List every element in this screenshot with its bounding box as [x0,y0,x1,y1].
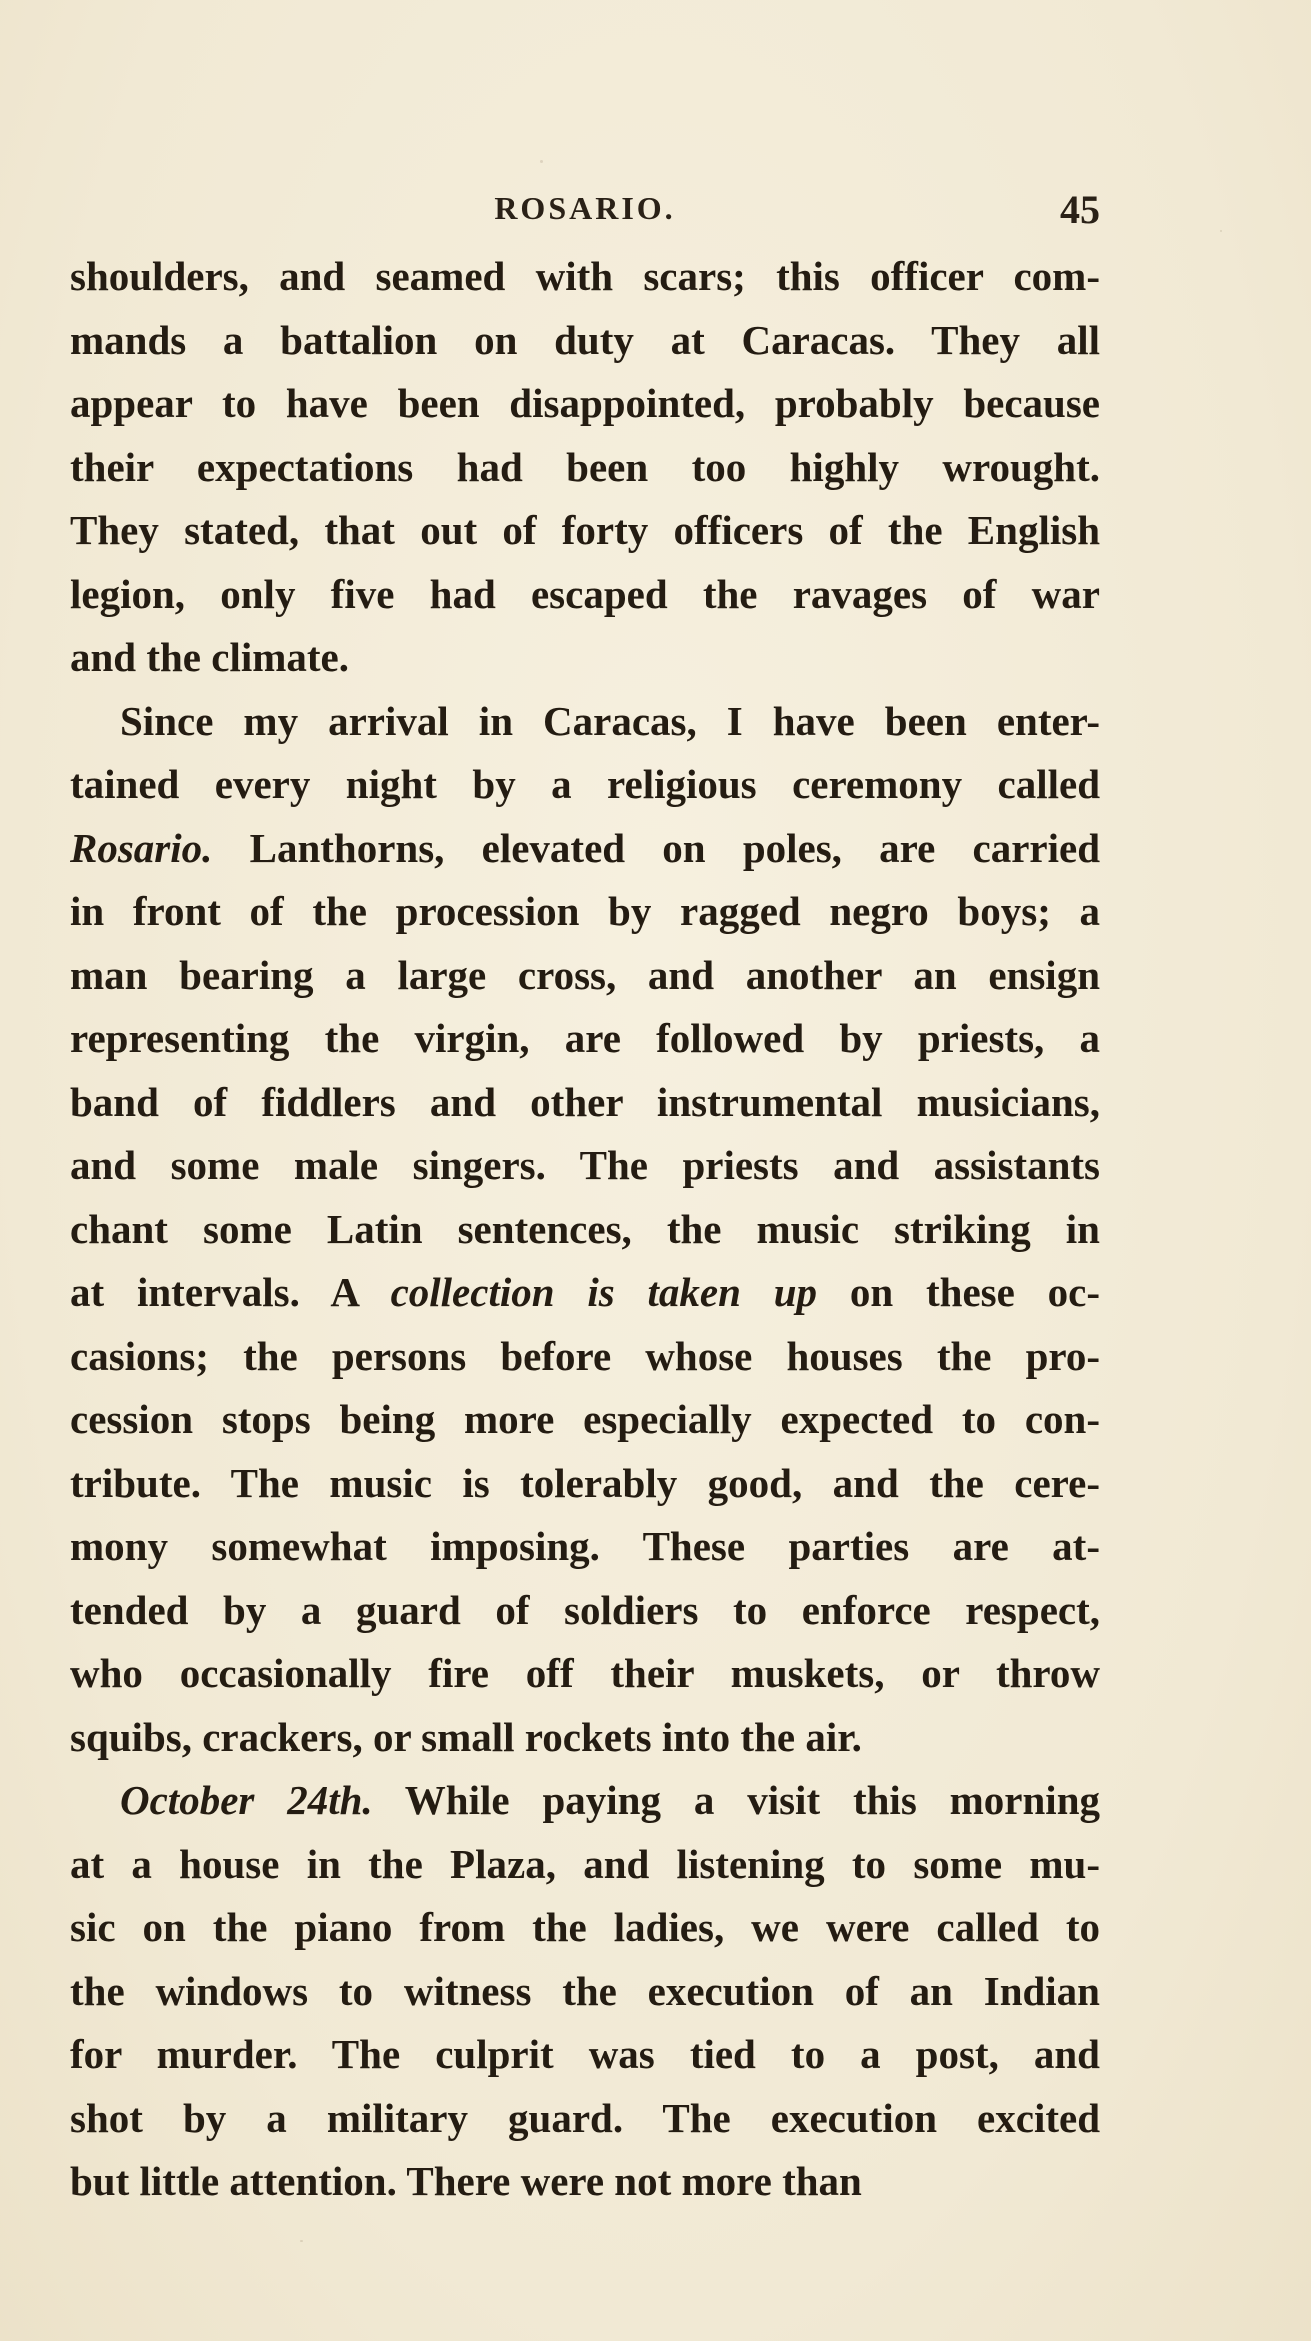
text-line [70,1388,1100,1452]
text-line [70,1134,1100,1198]
text-segment: man bearing a large cross, and another an ensign [70,951,1100,998]
paper-speck [540,160,543,163]
text-line [70,563,1100,627]
text-segment: cession stops being more especially expected to con- [70,1396,1100,1442]
text-segment: the windows to witness the execution of an Indian [70,1967,1100,2014]
text-line [70,1261,1100,1325]
text-line [70,372,1100,436]
text-segment: They stated, that out of forty officers of the English [70,507,1100,553]
text-segment: shot by a military guard. The execution excited [70,2094,1100,2141]
body-text [70,245,1100,2214]
running-head: ROSARIO. [494,190,676,226]
text-line [70,499,1100,563]
text-line [70,690,1100,754]
text-line [70,944,1100,1008]
text-line [70,1325,1100,1389]
text-segment: for murder. The culprit was tied to a post, and [70,2031,1100,2077]
text-line [70,880,1100,944]
paper-speck [300,2240,303,2242]
text-segment: who occasionally fire off their muskets, or throw [70,1650,1100,1696]
text-line [70,1769,1100,1833]
text-line [70,817,1100,881]
text-line [70,1896,1100,1960]
text-segment: their expectations had been too highly wrought. [70,443,1100,490]
text-line [70,2087,1100,2151]
text-line [70,753,1100,817]
text-segment: in front of the procession by ragged negro boys; a [70,888,1100,934]
text-segment: band of fiddlers and other instrumental musicians, [70,1078,1100,1125]
text-line [70,1452,1100,1516]
text-segment: Lanthorns, elevated on poles, are carried [212,824,1100,871]
text-line [70,626,1100,690]
text-segment: at a house in the Plaza, and listening to some mu- [70,1840,1100,1887]
page-number: 45 [1060,187,1100,232]
text-line [70,1833,1100,1897]
text-segment: tained every night by a religious ceremony called [70,761,1100,807]
text-segment: legion, only five had escaped the ravages of war [70,570,1100,617]
text-segment: appear to have been disappointed, probably because [70,380,1100,426]
text-segment: and some male singers. The priests and assistants [70,1142,1100,1188]
text-line [70,1960,1100,2024]
text-segment: representing the virgin, are followed by priests, a [70,1015,1100,1061]
text-line [70,1007,1100,1071]
paper-speck [1220,230,1222,232]
text-line [70,1515,1100,1579]
italic-text: collection is taken up [390,1269,818,1315]
text-segment: squibs, crackers, or small rockets into the air. [70,1713,862,1760]
text-segment: Since my arrival in Caracas, I have been enter- [120,697,1100,744]
text-segment: chant some Latin sentences, the music striking in [70,1205,1100,1252]
text-segment: mony somewhat imposing. These parties are at- [70,1523,1100,1569]
text-line [70,2023,1100,2087]
text-segment: casions; the persons before whose houses the pro- [70,1332,1100,1379]
text-segment: sic on the piano from the ladies, we were called to [70,1904,1100,1950]
text-segment: on these oc- [817,1269,1100,1315]
text-segment: shoulders, and seamed with scars; this officer com- [70,253,1100,299]
italic-text: Rosario. [70,824,213,871]
text-segment: but little attention. There were not more than [70,2158,862,2204]
text-line [70,2150,1100,2214]
text-line [70,1071,1100,1135]
text-line [70,1579,1100,1643]
text-segment: mands a battalion on duty at Caracas. They all [70,316,1100,363]
text-line [70,245,1100,309]
text-line [70,1706,1100,1770]
text-segment: tended by a guard of soldiers to enforce respect, [70,1586,1100,1633]
italic-text: October 24th. [120,1777,373,1823]
text-line [70,309,1100,373]
text-segment: at intervals. A [70,1269,391,1315]
text-segment: tribute. The music is tolerably good, and the cere- [70,1459,1100,1506]
text-segment: While paying a visit this morning [372,1777,1100,1823]
page-header [70,187,1100,240]
text-line [70,436,1100,500]
text-segment: and the climate. [70,634,349,680]
text-line [70,1198,1100,1262]
text-line [70,1642,1100,1706]
